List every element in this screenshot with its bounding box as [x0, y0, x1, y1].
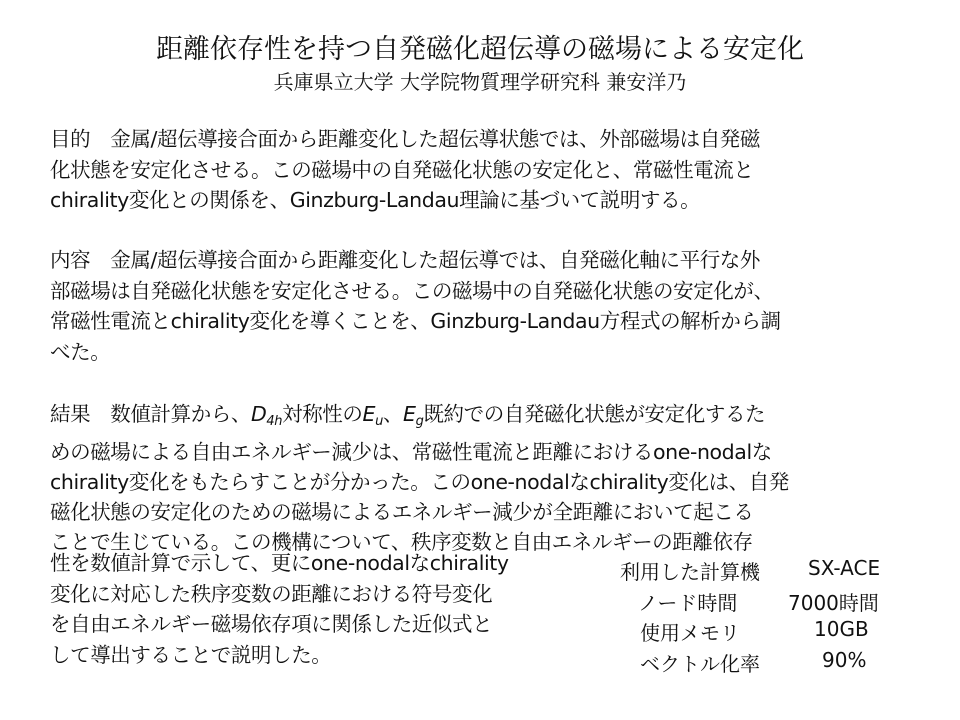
result-section-narrow: [50, 548, 590, 670]
result-text: 既約での自発磁化状態が安定化するた: [423, 402, 766, 426]
result-line-first: [50, 399, 925, 437]
result-line: 変化に対応した秩序変数の距離における符号変化: [50, 581, 493, 606]
irrep-subscript: u: [375, 414, 383, 429]
computer-name: SX-ACE: [808, 556, 881, 580]
result-line: して導出することで説明した。: [50, 642, 332, 667]
purpose-line: 化状態を安定化させる。この磁場中の自発磁化状態の安定化と、常磁性電流と: [50, 157, 754, 182]
vectorization-label: ベクトル化率: [640, 651, 760, 676]
content-line: 内容 金属/超伝導接合面から距離変化した超伝導では、自発磁化軸に平行な外: [50, 248, 761, 272]
content-line: 常磁性電流とchirality変化を導くことを、Ginzburg-Landau方程式の解析から調: [50, 309, 781, 333]
content-line: べた。: [50, 339, 111, 364]
symmetry-subscript: 4h: [266, 414, 283, 429]
page-title: 距離依存性を持つ自発磁化超伝導の磁場による安定化: [156, 34, 804, 65]
content-line: 部磁場は自発磁化状態を安定化させる。この磁場中の自発磁化状態の安定化が、: [50, 278, 774, 303]
purpose-line: chirality変化との関係を、Ginzburg-Landau理論に基づいて説明する。: [50, 188, 701, 212]
node-time-label: ノード時間: [638, 590, 738, 615]
vectorization-value: 90%: [822, 647, 867, 672]
computer-label: 利用した計算機: [620, 560, 760, 584]
irrep-symbol: E: [403, 402, 416, 426]
result-line: 性を数値計算で示して、更にone-nodalなchirality: [50, 551, 509, 575]
node-time-value: 7000時間: [788, 590, 879, 615]
result-text: 対称性の: [282, 402, 363, 426]
result-line: を自由エネルギー磁場依存項に関係した近似式と: [50, 612, 493, 636]
author-affiliation: 兵庫県立大学 大学院物質理学研究科 兼安洋乃: [273, 70, 687, 94]
purpose-line: 目的 金属/超伝導接合面から距離変化した超伝導状態では、外部磁場は自発磁: [50, 127, 761, 151]
irrep-subscript: g: [415, 414, 424, 429]
purpose-section: [50, 124, 925, 216]
memory-label: 使用メモリ: [640, 621, 740, 645]
result-line: めの磁場による自由エネルギー減少は、常磁性電流と距離におけるone-nodalな: [50, 440, 772, 464]
result-line: 磁化状態の安定化のための磁場によるエネルギー減少が全距離において起こる: [50, 500, 754, 524]
irrep-symbol: E: [362, 402, 376, 426]
symmetry-symbol: D: [251, 402, 267, 426]
content-section: [50, 245, 925, 367]
result-text: 、: [382, 402, 404, 426]
result-line: chirality変化をもたらすことが分かった。このone-nodalなchirality変化は、自発: [50, 470, 789, 494]
memory-value: 10GB: [814, 617, 869, 641]
result-text: 結果 数値計算から、: [50, 402, 251, 426]
result-section: [50, 399, 925, 557]
result-line: ことで生じている。この機構について、秩序変数と自由エネルギーの距離依存: [50, 530, 753, 554]
